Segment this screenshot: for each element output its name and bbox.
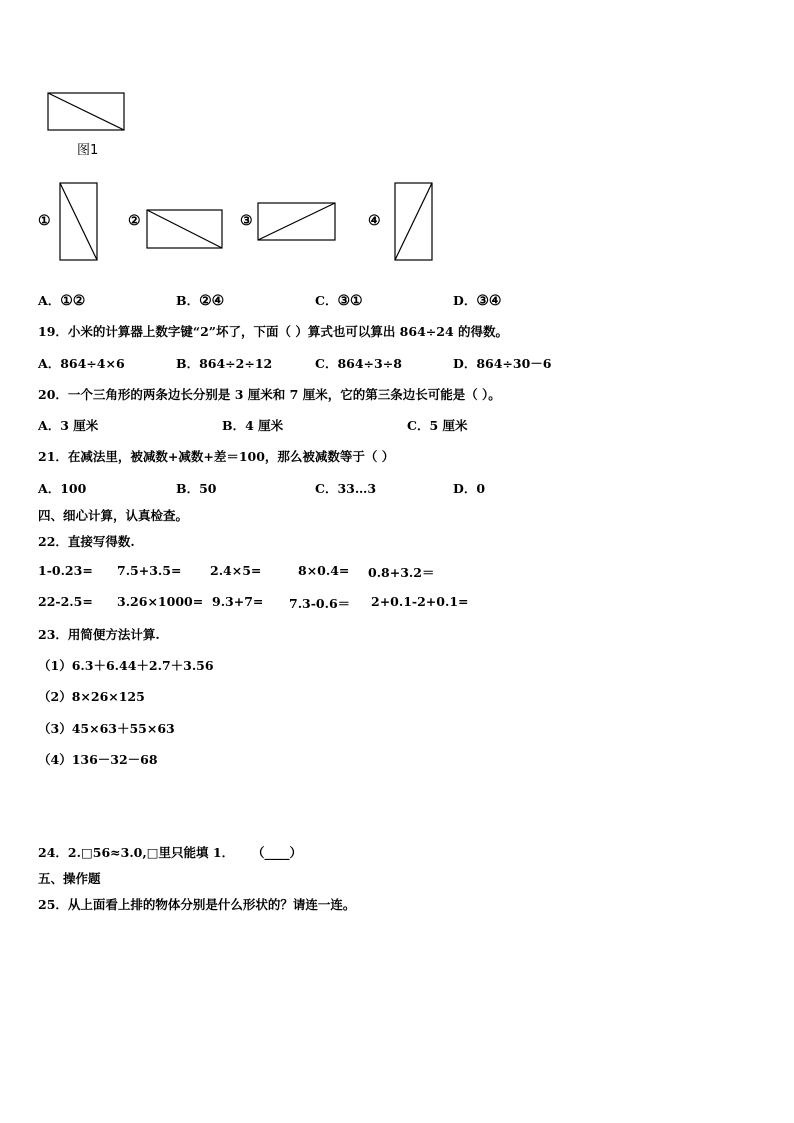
q20-choice-c: C．5 厘米 [407,418,468,433]
option-shape-3 [257,202,337,242]
q18-choice-a: A．①② [38,293,86,309]
q21-choice-b: B．50 [176,481,217,496]
q22-r1-c3: 2.4×5= [210,563,262,578]
q18-choice-d: D．③④ [453,293,502,309]
q21-question: 21．在减法里，被减数+减数+差＝100，那么被减数等于（ ） [38,449,395,464]
q23-item-1: （1）6.3＋6.44＋2.7＋3.56 [38,658,214,673]
figure1-rectangle [47,92,127,132]
option-shape-4 [394,182,434,262]
q25-question: 25．从上面看上排的物体分别是什么形状的？请连一连。 [38,897,356,912]
q19-choice-b: B．864÷2÷12 [176,356,273,371]
section4-title: 四、细心计算，认真检查。 [38,508,189,523]
q22-title: 22．直接写得数. [38,534,135,549]
q22-r2-c4: 7.3-0.6＝ [289,596,351,611]
section5-title: 五、操作题 [38,871,101,886]
option-shape-1 [59,182,99,262]
q22-r1-c5: 0.8+3.2＝ [368,565,435,580]
q23-item-2: （2）8×26×125 [38,689,145,704]
q20-choice-a: A．3 厘米 [38,418,99,433]
q20-choice-b: B．4 厘米 [222,418,284,433]
q24-question: 24．2.□56≈3.0,□里只能填 1． [38,845,235,860]
q22-r2-c1: 22-2.5= [38,594,93,609]
q23-item-4: （4）136－32－68 [38,752,158,767]
q23-title: 23．用简便方法计算. [38,627,160,642]
q22-r1-c1: 1-0.23= [38,563,93,578]
option-mark-2: ② [128,213,141,229]
q22-r1-c2: 7.5+3.5= [117,563,182,578]
q21-choice-c: C．33…3 [315,481,377,496]
q23-item-3: （3）45×63＋55×63 [38,721,175,736]
q24-answer-blank: （____） [252,845,303,860]
figure1-caption: 图1 [77,143,99,158]
q19-choice-c: C．864÷3÷8 [315,356,402,371]
option-mark-3: ③ [240,213,253,229]
q22-r2-c5: 2+0.1-2+0.1= [371,594,469,609]
q20-question: 20．一个三角形的两条边长分别是 3 厘米和 7 厘米，它的第三条边长可能是（ ）。 [38,387,501,402]
q19-choice-d: D．864÷30－6 [453,356,552,371]
q21-choice-a: A．100 [38,481,87,496]
q19-question: 19．小米的计算器上数字键“2”坏了，下面（ ）算式也可以算出 864÷24 的得数。 [38,324,508,339]
q18-choice-b: B．②④ [176,293,225,309]
q18-choice-c: C．③① [315,293,363,309]
q22-r1-c4: 8×0.4= [298,563,350,578]
q22-r2-c3: 9.3+7= [212,594,264,609]
q21-choice-d: D．0 [453,481,486,496]
option-shape-2 [146,209,224,251]
option-mark-1: ① [38,213,51,229]
q22-r2-c2: 3.26×1000= [117,594,204,609]
option-mark-4: ④ [368,213,381,229]
q19-choice-a: A．864÷4×6 [38,356,125,371]
